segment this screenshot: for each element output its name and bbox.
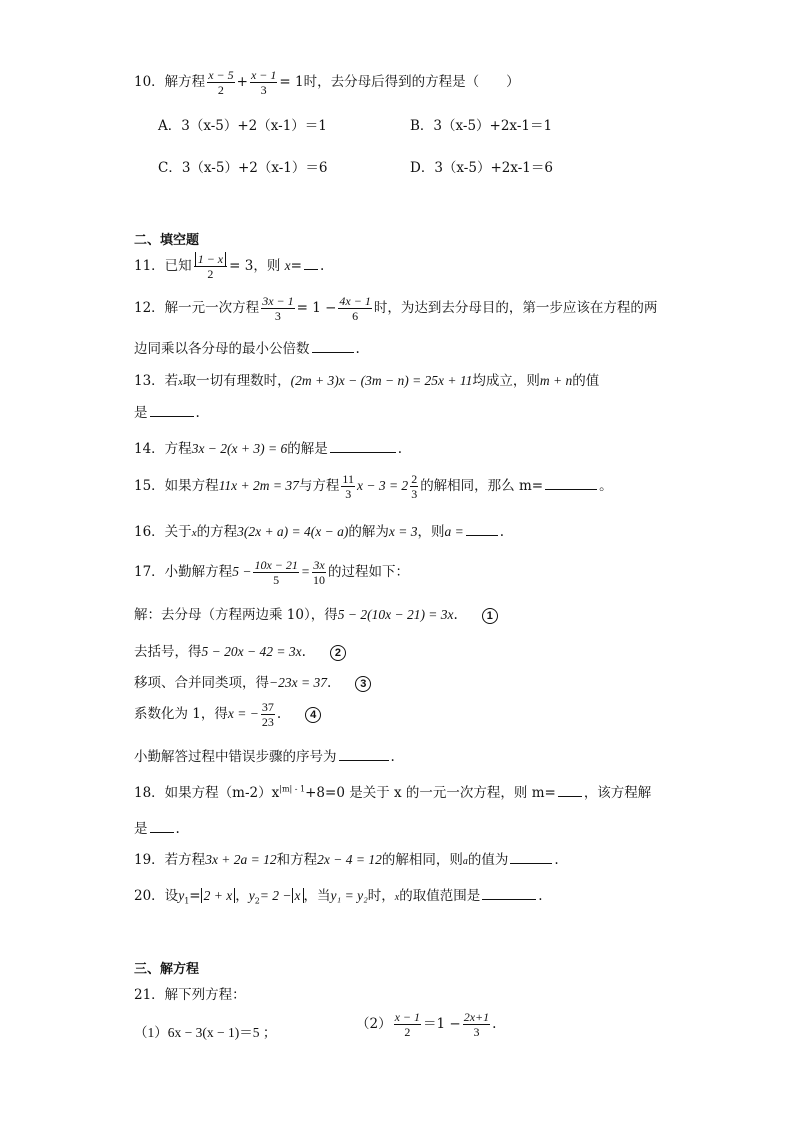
fraction-2: $\frac{4x - 1}{6}$ bbox=[339, 294, 371, 323]
mixed-fraction: $\frac{2}{3}$ bbox=[411, 472, 418, 501]
step-number-4-icon: 4 bbox=[305, 707, 321, 723]
fraction-1: $\frac{3x - 1}{3}$ bbox=[262, 294, 294, 323]
question-17: 17．小勤解方程5 − $\frac{10x - 21}{5}$ = $\frac{3x}{10}$ 的过程如下： bbox=[134, 558, 409, 587]
step-number-3-icon: 3 bbox=[355, 676, 371, 692]
question-14: 14．方程3x − 2(x + 3) = 6的解是 . bbox=[134, 441, 403, 457]
fraction: $\frac{1 - x}{2}$ bbox=[194, 252, 227, 281]
answer-blank[interactable] bbox=[150, 415, 194, 417]
section-heading-solve-equations: 三、解方程 bbox=[134, 962, 200, 977]
answer-blank[interactable] bbox=[545, 488, 597, 490]
question-12: 12．解一元一次方程 $\frac{3x - 1}{3}$ = 1 − $\frac{4x - 1}{6}$ 时，为达到去分母目的，第一步应该在方程的两 bbox=[134, 294, 658, 323]
question-19: 19．若方程3x + 2a = 12和方程2x − 4 = 12的解相同，则a的值为 . bbox=[134, 852, 559, 868]
question-15: 15．如果方程11x + 2m = 37与方程 $\frac{11}{3}$ x − 3 = 2 $\frac{2}{3}$ 的解相同，那么 m= 。 bbox=[134, 472, 613, 501]
fraction-2: $\frac{x - 1}{3}$ bbox=[250, 68, 277, 97]
fraction-2: $\frac{2x+1}{3}$ bbox=[463, 1010, 490, 1039]
step-number-1-icon: 1 bbox=[482, 608, 498, 624]
option-a[interactable]: A．3（x-5）+2（x-1）＝1 bbox=[158, 118, 327, 134]
answer-blank[interactable] bbox=[312, 351, 354, 353]
option-b[interactable]: B．3（x-5）+2x-1＝1 bbox=[410, 118, 553, 134]
q17-question: 小勤解答过程中错误步骤的序号为 . bbox=[134, 749, 395, 765]
question-12-line2: 边同乘以各分母的最小公倍数 . bbox=[134, 341, 360, 357]
answer-blank[interactable] bbox=[482, 898, 536, 900]
q17-step-3: 移项、合并同类项，得−23x = 37. 3 bbox=[134, 671, 371, 692]
fraction-1: $\frac{x - 1}{2}$ bbox=[394, 1010, 421, 1039]
q17-step-2: 去括号，得5 − 20x − 42 = 3x. 2 bbox=[134, 640, 346, 661]
answer-blank[interactable] bbox=[330, 451, 396, 453]
question-10: 10．解方程 $\frac{x - 5}{2}$ + $\frac{x - 1}{3}$ = 1时，去分母后得到的方程是（ ） bbox=[134, 68, 520, 97]
fraction-2: $\frac{3x}{10}$ bbox=[313, 558, 325, 587]
answer-blank[interactable] bbox=[339, 759, 389, 761]
answer-blank[interactable] bbox=[304, 268, 318, 270]
question-18: 18．如果方程$(m-2)x^{|m| - 1}+8=0$ 是关于 x 的一元一次方程，则 m= ，该方程解 bbox=[134, 784, 652, 801]
fraction-1: $\frac{x - 5}{2}$ bbox=[208, 68, 234, 97]
section-heading-fill-blank: 二、填空题 bbox=[134, 233, 200, 248]
question-20: 20．设$y_1= 2 + x$ ，$y_2= 2 - x$ ，当y₁ = y₂时，x的取值范围是 . bbox=[134, 888, 543, 906]
step-number-2-icon: 2 bbox=[330, 645, 346, 661]
answer-blank-m[interactable] bbox=[558, 795, 582, 797]
question-18-line2: 是 . bbox=[134, 821, 180, 837]
question-21: 21．解下列方程： bbox=[134, 987, 246, 1003]
question-21-part-1: （1）6x − 3(x − 1)＝5 ； bbox=[134, 1025, 277, 1040]
answer-blank-solution[interactable] bbox=[150, 831, 174, 833]
fraction: $\frac{11}{3}$ bbox=[342, 472, 354, 501]
question-11: 11．已知 $\frac{1 - x}{2}$ = 3，则 x= . bbox=[134, 252, 325, 281]
option-c[interactable]: C．3（x-5）+2（x-1）＝6 bbox=[158, 160, 328, 176]
option-d[interactable]: D．3（x-5）+2x-1＝6 bbox=[410, 160, 553, 176]
q17-step-1: 解：去分母（方程两边乘 10），得5 − 2(10x − 21) = 3x. 1 bbox=[134, 603, 498, 624]
fraction-1: $\frac{10x - 21}{5}$ bbox=[254, 558, 298, 587]
answer-blank[interactable] bbox=[466, 534, 498, 536]
q17-step-4: 系数化为 1，得x = − $\frac{37}{23}$ . 4 bbox=[134, 700, 321, 729]
question-13-line2: 是 . bbox=[134, 405, 200, 421]
question-16: 16．关于x的方程3(2x + a) = 4(x − a)的解为x = 3，则a = . bbox=[134, 524, 505, 540]
answer-blank[interactable] bbox=[510, 862, 552, 864]
fraction: $\frac{37}{23}$ bbox=[261, 700, 274, 729]
question-21-part-2: （2） $\frac{x - 1}{2}$ ＝1 − $\frac{2x+1}{3}$ . bbox=[356, 1010, 497, 1039]
question-10-label: 10．解方程 bbox=[134, 74, 206, 90]
question-13: 13．若x取一切有理数时，(2m + 3)x − (3m − n) = 25x + 11均成立，则m + n的值 bbox=[134, 373, 600, 389]
